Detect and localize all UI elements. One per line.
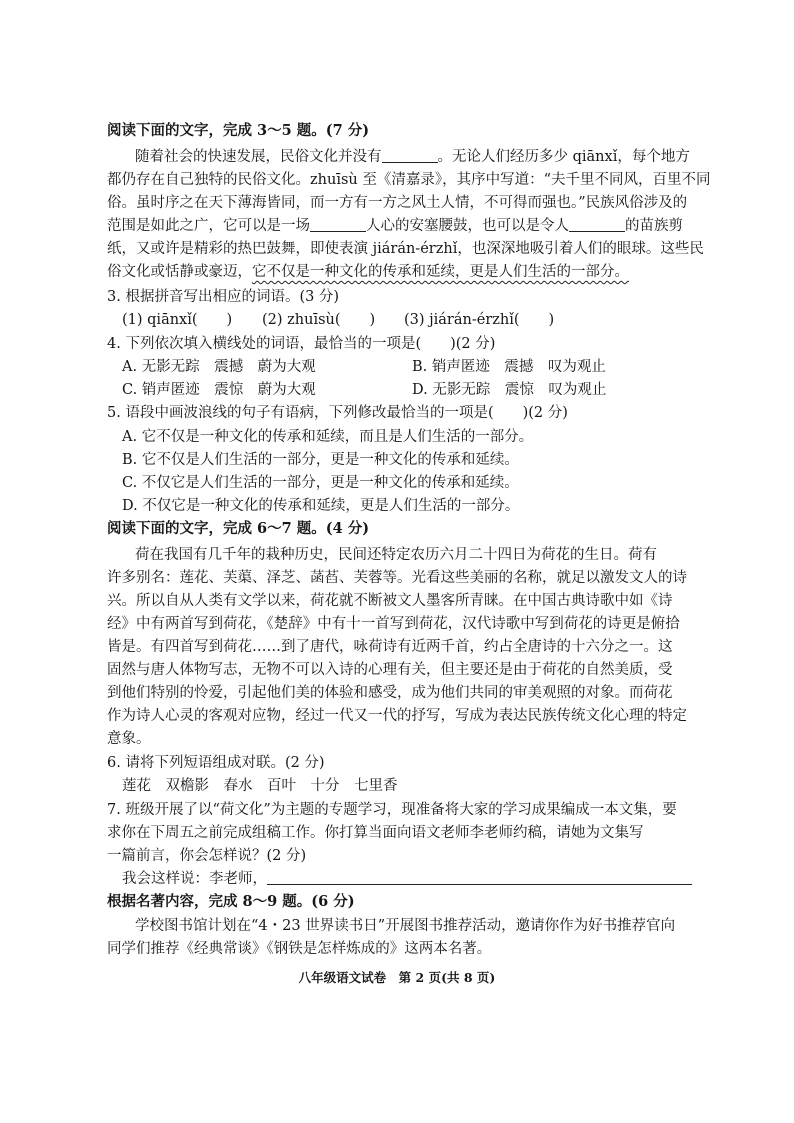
page-footer: 八年级语文试卷 第 2 页(共 8 页) <box>298 970 496 985</box>
option-d: D. 无影无踪 震惊 叹为观止 <box>412 382 607 398</box>
passage-line: 俗。虽时序之在天下薄海皆同，而一方有一方之风土人情，不可得而强也。”民族风俗涉及的 <box>107 195 688 211</box>
question-6-words: 莲花 双檐影 春水 百叶 十分 七里香 <box>122 778 398 794</box>
passage-text: 随着社会的快速发展，民俗文化并没有 <box>135 149 382 165</box>
passage-line <box>107 216 683 236</box>
question-7-stem: 求你在下周五之前完成组稿工作。你打算当面向语文老师李老师约稿，请她为文集写 <box>107 825 644 841</box>
passage-line: 意象。 <box>107 731 151 747</box>
option-b: B. 它不仅是人们生活的一部分，更是一种文化的传承和延续。 <box>122 452 519 468</box>
question-6-stem: 6. 请将下列短语组成对联。(2 分) <box>107 755 325 771</box>
passage-line <box>107 262 629 282</box>
passage-text: 。无论人们经历多少 qiānxǐ，每个地方 <box>437 149 690 165</box>
wavy-underlined-sentence: 它不仅是一种文化的传承和延续，更是人们生活的一部分。 <box>252 264 629 280</box>
passage-text: 俗文化或恬静或豪迈， <box>107 264 252 280</box>
option-c: C. 不仅它是人们生活的一部分，更是一种文化的传承和延续。 <box>122 475 519 491</box>
question-4-stem: 4. 下列依次填入横线处的词语，最恰当的一项是( )(2 分) <box>107 336 496 352</box>
passage-line: 固然与唐人体物写志，无物不可以入诗的心理有关，但主要还是由于荷花的自然美质，受 <box>107 662 673 678</box>
question-3-item: (1) qiānxǐ( ) <box>122 312 233 328</box>
answer-blank[interactable] <box>310 231 366 232</box>
option-a: A. 无影无踪 震撼 蔚为大观 <box>122 359 316 375</box>
question-7-stem: 一篇前言，你会怎样说？(2 分) <box>107 848 307 864</box>
passage-line: 作为诗人心灵的客观对应物，经过一代又一代的抒写，写成为表达民族传统文化心理的特定 <box>107 708 687 724</box>
passage-line: 到他们特别的怜爱，引起他们美的体验和感受，成为他们共同的审美观照的对象。而荷花 <box>107 685 673 701</box>
answer-blank[interactable] <box>382 162 438 163</box>
passage-line: 经》中有两首写到荷花，《楚辞》中有十一首写到荷花，汉代诗歌中写到荷花的诗更是俯拾 <box>107 616 680 632</box>
question-7-answer-line <box>122 869 692 889</box>
question-3-item: (2) zhuīsù( ) <box>262 312 376 328</box>
passage-line: 纸，又或许是精彩的热巴鼓舞，即使表演 jiárán-érzhǐ，也深深地吸引着人们的眼球。这些民 <box>107 241 704 257</box>
option-c: C. 销声匿迹 震惊 蔚为大观 <box>122 382 316 398</box>
option-a: A. 它不仅是一种文化的传承和延续，而且是人们生活的一部分。 <box>122 429 534 445</box>
section-header: 阅读下面的文字，完成 3～5 题。(7 分) <box>107 122 370 139</box>
passage-line: 许多别名：莲花、芙蕖、泽芝、菡萏、芙蓉等。光看这些美丽的名称，就足以激发文人的诗 <box>107 570 687 586</box>
answer-prefix: 我会这样说：李老师， <box>122 871 267 887</box>
passage-line: 学校图书馆计划在“4・23 世界读书日”开展图书推荐活动，邀请你作为好书推荐官向 <box>135 918 676 934</box>
passage-line: 皆是。有四首写到荷花……到了唐代，咏荷诗有近两千首，约占全唐诗的十六分之一。这 <box>107 639 673 655</box>
section-header: 根据名著内容，完成 8～9 题。(6 分) <box>107 893 355 910</box>
answer-blank[interactable] <box>569 231 625 232</box>
passage-text: 人心的安塞腰鼓，也可以是令人 <box>366 218 569 234</box>
passage-line <box>135 147 690 167</box>
question-3-item: (3) jiárán-érzhǐ( ) <box>404 312 555 328</box>
passage-line: 荷在我国有几千年的栽种历史，民间还特定农历六月二十四日为荷花的生日。荷有 <box>135 547 657 563</box>
section-header: 阅读下面的文字，完成 6～7 题。(4 分) <box>107 520 370 537</box>
question-3-stem: 3. 根据拼音写出相应的词语。(3 分) <box>107 289 340 305</box>
passage-text: 的苗族剪 <box>625 218 683 234</box>
option-b: B. 销声匿迹 震撼 叹为观止 <box>412 359 606 375</box>
option-d: D. 不仅它是一种文化的传承和延续，更是人们生活的一部分。 <box>122 498 520 514</box>
passage-line: 兴。所以自从人类有文学以来，荷花就不断被文人墨客所青睐。在中国古典诗歌中如《诗 <box>107 593 673 609</box>
passage-line: 同学们推荐《经典常谈》《钢铁是怎样炼成的》这两本名著。 <box>107 941 492 957</box>
question-5-stem: 5. 语段中画波浪线的句子有语病，下列修改最恰当的一项是( )(2 分) <box>107 405 568 421</box>
passage-text: 范围是如此之广，它可以是一场 <box>107 218 310 234</box>
question-7-stem: 7. 班级开展了以“荷文化”为主题的专题学习，现准备将大家的学习成果编成一本文集，要 <box>107 802 677 818</box>
passage-line: 都仍存在自己独特的民俗文化。zhuīsù 至《清嘉录》，其序中写道：“夫千里不同风，百里不同 <box>107 172 711 188</box>
answer-blank[interactable] <box>267 884 692 885</box>
